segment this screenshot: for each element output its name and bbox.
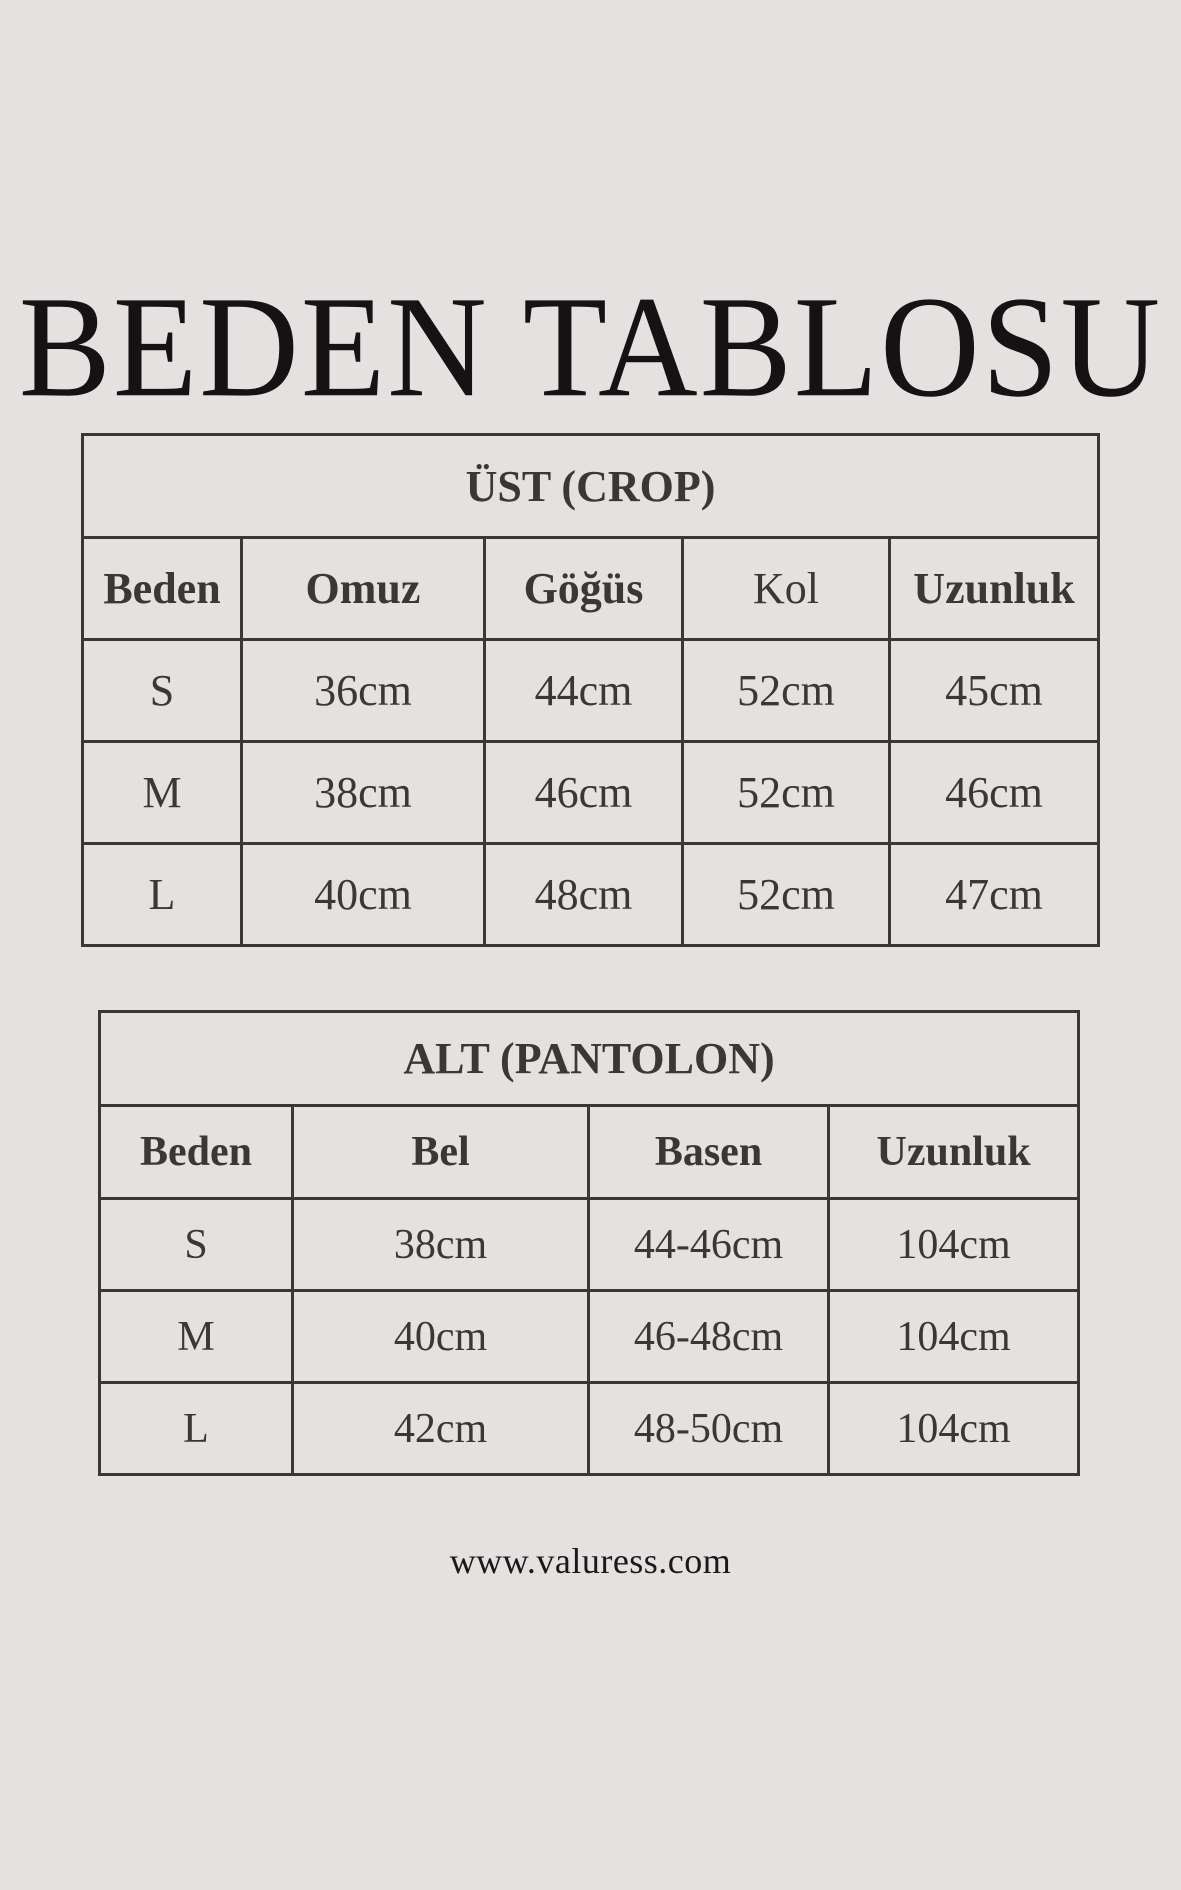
kol-cell: 52cm — [683, 844, 890, 946]
table-row — [100, 1291, 1079, 1383]
table-caption-row — [100, 1012, 1079, 1106]
bel-cell: 40cm — [293, 1291, 589, 1383]
column-header-uzunluk: Uzunluk — [890, 538, 1099, 640]
uzunluk-cell: 104cm — [829, 1291, 1079, 1383]
uzunluk-cell: 104cm — [829, 1199, 1079, 1291]
table-row — [100, 1199, 1079, 1291]
column-header-beden: Beden — [83, 538, 242, 640]
bel-cell: 42cm — [293, 1383, 589, 1475]
column-header-kol: Kol — [683, 538, 890, 640]
uzunluk-cell: 104cm — [829, 1383, 1079, 1475]
basen-cell: 48-50cm — [589, 1383, 829, 1475]
top-size-table — [81, 433, 1100, 947]
column-header-uzunluk: Uzunluk — [829, 1106, 1079, 1199]
table-row — [83, 640, 1099, 742]
uzunluk-cell: 46cm — [890, 742, 1099, 844]
table-caption-row — [83, 435, 1099, 538]
bel-cell: 38cm — [293, 1199, 589, 1291]
bottom-table-caption: ALT (PANTOLON) — [100, 1012, 1079, 1106]
size-cell: M — [100, 1291, 293, 1383]
column-header-gogus: Göğüs — [485, 538, 683, 640]
column-header-bel: Bel — [293, 1106, 589, 1199]
uzunluk-cell: 47cm — [890, 844, 1099, 946]
omuz-cell: 36cm — [242, 640, 485, 742]
bottom-size-table — [98, 1010, 1080, 1476]
table-row — [100, 1383, 1079, 1475]
omuz-cell: 38cm — [242, 742, 485, 844]
kol-cell: 52cm — [683, 640, 890, 742]
omuz-cell: 40cm — [242, 844, 485, 946]
table-header-row — [83, 538, 1099, 640]
basen-cell: 44-46cm — [589, 1199, 829, 1291]
gogus-cell: 44cm — [485, 640, 683, 742]
basen-cell: 46-48cm — [589, 1291, 829, 1383]
table-header-row — [100, 1106, 1079, 1199]
column-header-beden: Beden — [100, 1106, 293, 1199]
top-table-caption: ÜST (CROP) — [83, 435, 1099, 538]
kol-cell: 52cm — [683, 742, 890, 844]
size-cell: S — [83, 640, 242, 742]
gogus-cell: 48cm — [485, 844, 683, 946]
size-cell: L — [100, 1383, 293, 1475]
table-row — [83, 844, 1099, 946]
uzunluk-cell: 45cm — [890, 640, 1099, 742]
website-url: www.valuress.com — [449, 1541, 732, 1581]
size-cell: S — [100, 1199, 293, 1291]
column-header-basen: Basen — [589, 1106, 829, 1199]
page-title: BEDEN TABLOSU — [18, 266, 1163, 428]
column-header-omuz: Omuz — [242, 538, 485, 640]
size-cell: L — [83, 844, 242, 946]
size-cell: M — [83, 742, 242, 844]
gogus-cell: 46cm — [485, 742, 683, 844]
table-row — [83, 742, 1099, 844]
